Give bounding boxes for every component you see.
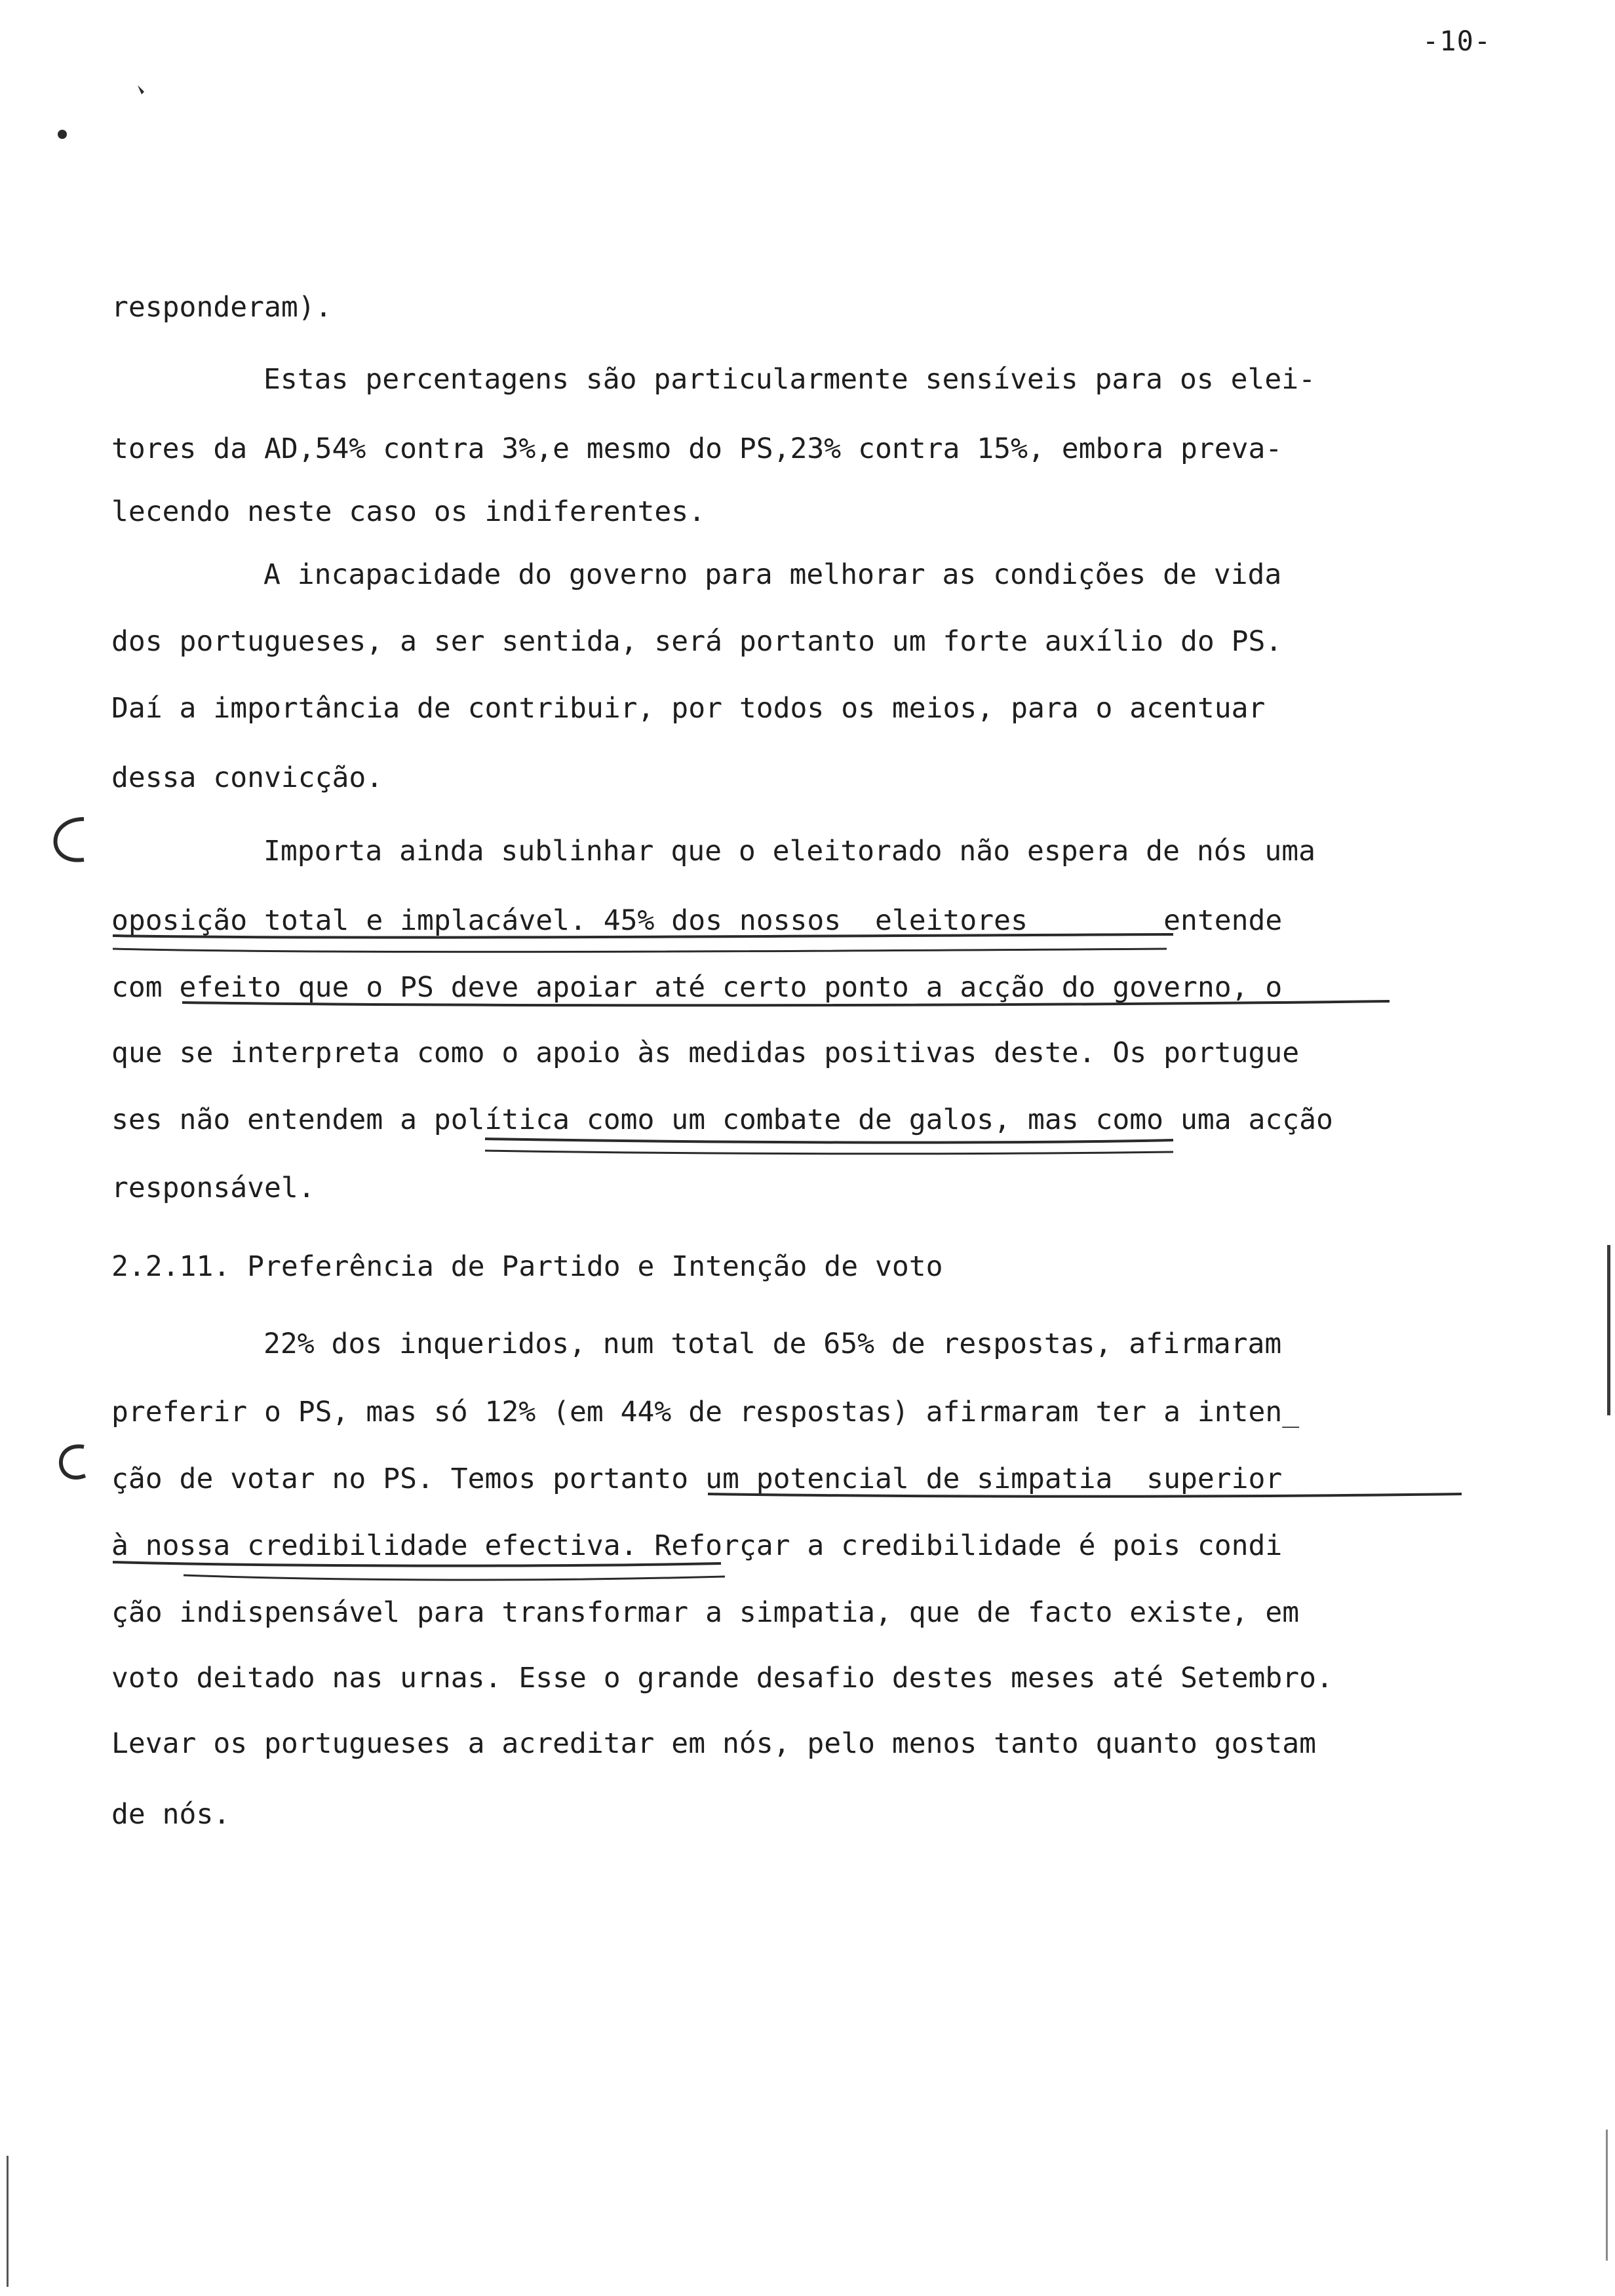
text-line: 22% dos inqueridos, num total de 65% de respostas, afirmaram <box>263 1328 1282 1360</box>
text-line: de nós. <box>111 1798 231 1831</box>
text-line: dos portugueses, a ser sentida, será portanto um forte auxílio do PS. <box>111 625 1283 658</box>
text-line: dessa convicção. <box>111 761 383 794</box>
text-line: voto deitado nas urnas. Esse o grande desafio destes meses até Setembro. <box>111 1662 1333 1694</box>
pen-underline <box>485 1151 1173 1154</box>
margin-arc-mark <box>56 819 85 860</box>
text-line: A incapacidade do governo para melhorar as condições de vida <box>263 558 1282 591</box>
page-number: -10- <box>1422 25 1492 57</box>
text-line: oposição total e implacável. 45% dos nossos eleitores entende <box>111 904 1283 937</box>
scan-edge-noise <box>1607 1245 1610 1415</box>
text-line: responderam). <box>111 291 332 324</box>
pen-underline <box>485 1139 1173 1143</box>
text-line: à nossa credibilidade efectiva. Reforçar a credibilidade é pois condi <box>111 1529 1283 1562</box>
scan-edge-noise <box>7 2156 9 2287</box>
text-line: preferir o PS, mas só 12% (em 44% de respostas) afirmaram ter a inten_ <box>111 1396 1300 1428</box>
section-heading: 2.2.11. Preferência de Partido e Intenção de voto <box>111 1250 943 1283</box>
text-line: ção de votar no PS. Temos portanto um potencial de simpatia superior <box>111 1463 1283 1495</box>
text-line: tores da AD,54% contra 3%,e mesmo do PS,23% contra 15%, embora preva- <box>111 432 1283 465</box>
scan-edge-noise <box>1606 2130 1608 2261</box>
pen-underline <box>184 1575 725 1580</box>
text-line: ção indispensável para transformar a simpatia, que de facto existe, em <box>111 1596 1300 1629</box>
ink-speck <box>138 85 144 94</box>
text-line: Estas percentagens são particularmente sensíveis para os elei- <box>263 363 1316 396</box>
text-line: que se interpreta como o apoio às medidas positivas deste. Os portugue <box>111 1037 1300 1069</box>
text-line: Importa ainda sublinhar que o eleitorado não espera de nós uma <box>263 835 1316 868</box>
text-line: lecendo neste caso os indiferentes. <box>111 495 706 528</box>
text-line: Daí a importância de contribuir, por todos os meios, para o acentuar <box>111 692 1266 725</box>
text-line: com efeito que o PS deve apoiar até certo ponto a acção do governo, o <box>111 971 1283 1004</box>
pen-underline <box>113 949 1167 952</box>
text-line: Levar os portugueses a acreditar em nós, pelo menos tanto quanto gostam <box>111 1727 1317 1760</box>
text-line: responsável. <box>111 1172 315 1204</box>
text-line: ses não entendem a política como um combate de galos, mas como uma acção <box>111 1103 1333 1136</box>
ink-speck <box>58 130 67 139</box>
pen-underline <box>113 1562 721 1566</box>
margin-arc-mark <box>61 1446 85 1478</box>
